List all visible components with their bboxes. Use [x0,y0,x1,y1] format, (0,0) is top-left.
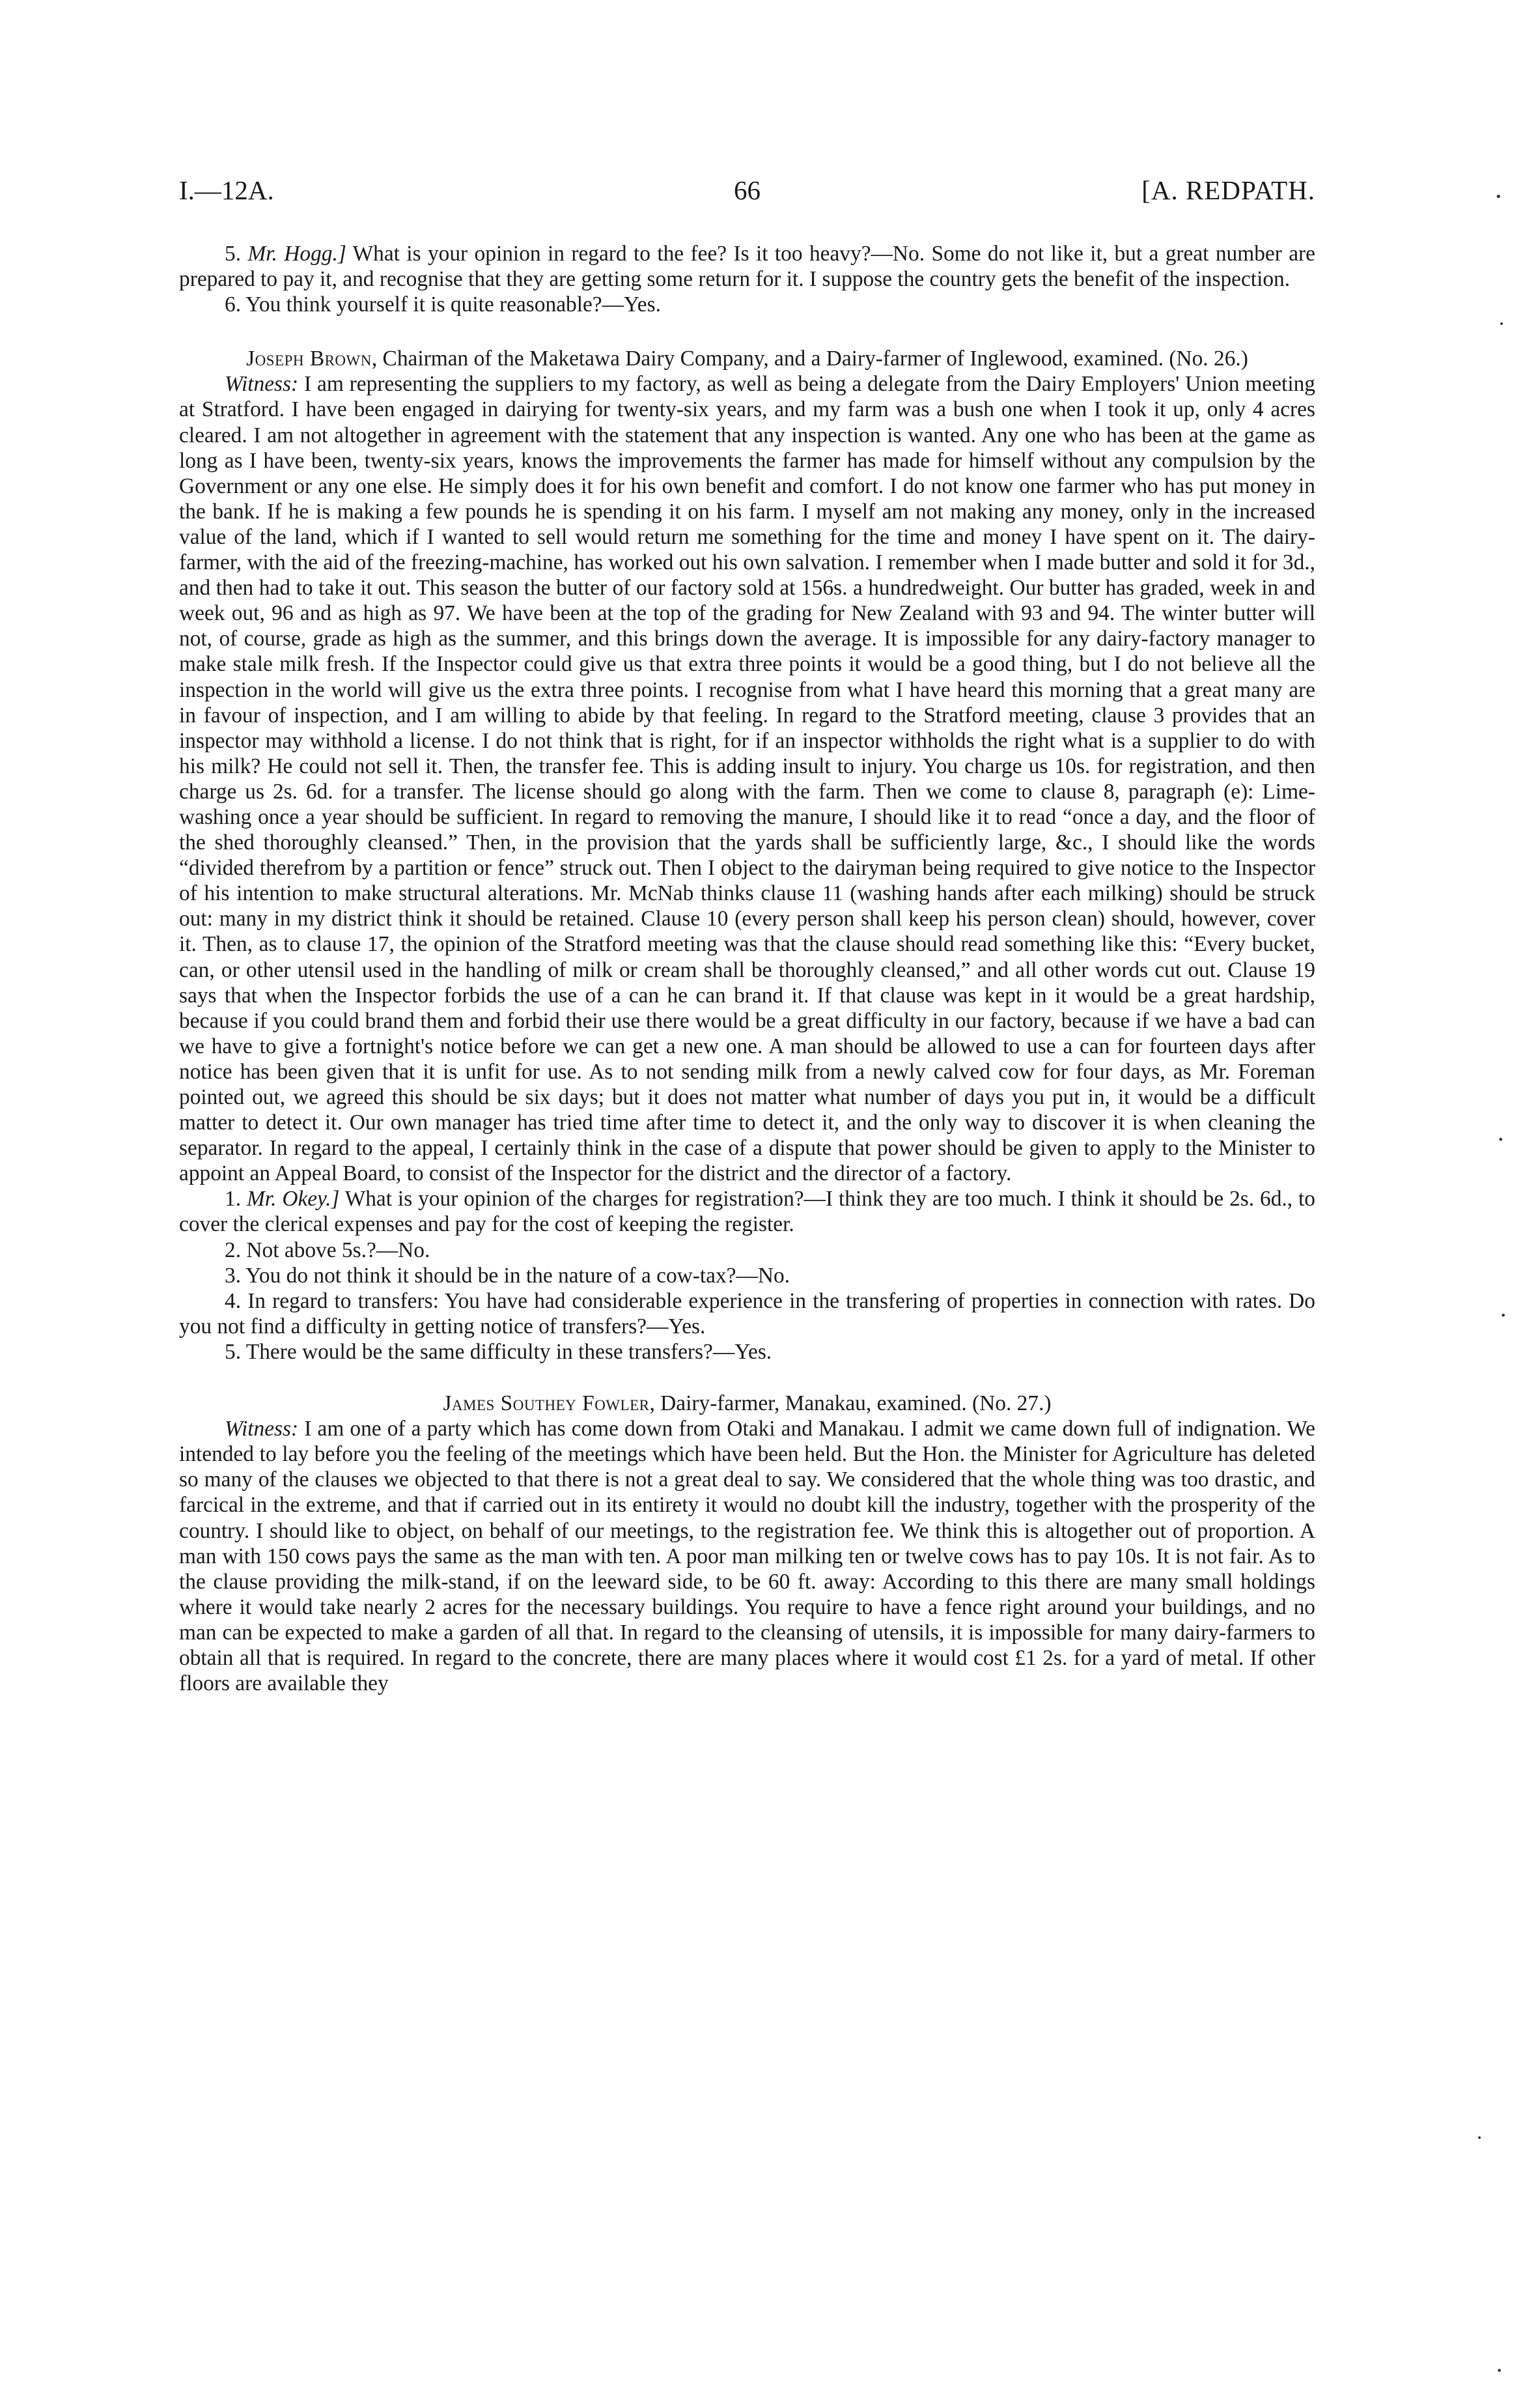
witness-name: Joseph Brown [246,347,372,371]
paper-reference: I.—12A. [179,175,274,205]
witness-running-head: [A. REDPATH. [1141,175,1315,205]
witness-label: Witness: [225,1417,299,1441]
witness-statement: Witness: I am one of a party which has come down from Otaki and Manakau. I admit we came down full of indignation. We intended to lay before you the feeling of the meetings which have been held. But the Hon. the Minister for Agriculture has deleted so many of the clauses we objected to that there is not a great deal to say. We considered that the whole thing was too drastic, and farcical in the extreme, and that if carried out in its entirety it would no doubt kill the industry, together with the prosperity of the country. I should like to object, on behalf of our meetings, to the registration fee. We think this is altogether out of proportion. A man with 150 cows pays the same as the man with ten. A poor man milking ten or twelve cows has to pay 10s. It is not fair. As to the clause providing the milk-stand, if on the leeward side, to be 60 ft. away: According to this there are many small holdings where it would take nearly 2 acres for the necessary buildings. You require to have a fence right around your buildings, and no man can be expected to make a garden of all that. In regard to the cleansing of utensils, it is impossible for many dairy-farmers to obtain all that is required. In regard to the concrete, there are many places where it would cost £1 2s. for a yard of metal. If other floors are available they [179,1417,1316,1696]
margin-mark: • [1495,190,1502,204]
margin-mark: • [1477,2133,1483,2144]
witness-label: Witness: [225,372,299,397]
witness-heading: James Southey Fowler, Dairy-farmer, Manakau, examined. (No. 27.) [443,1391,1052,1416]
questioner: Mr. Hogg.] [247,242,346,266]
page-header [179,175,1315,214]
question-answer: 4. In regard to transfers: You have had considerable experience in the transfering of properties in connection with rates. Do you not find a difficulty in getting notice of transfers?—Yes. [179,1288,1315,1339]
margin-mark: • [1500,1309,1507,1322]
page-number: 66 [734,175,761,205]
question-answer: 5. There would be the same difficulty in these transfers?—Yes. [225,1339,772,1364]
witness-name: James Southey Fowler [443,1391,650,1416]
question-answer: 3. You do not think it should be in the nature of a cow-tax?—No. [225,1263,790,1288]
question-answer: 5. Mr. Hogg.] What is your opinion in regard to the fee? Is it too heavy?—No. Some do not like it, but a great number are prepared to pay it, and recognise that they are getting some return for it. I suppose the country gets the benefit of the inspection. [179,242,1315,292]
witness-statement: Witness: I am representing the suppliers to my factory, as well as being a delegate from the Dairy Employers' Union meeting at Stratford. I have been engaged in dairying for twenty-six years, and my farm was a bush one when I took it up, only 4 acres cleared. I am not altogether in agreement with the statement that any inspection is wanted. Any one who has been at the game as long as I have been, twenty-six years, knows the improvements the farmer has made for himself without any compulsion by the Government or any one else. He simply does it for his own benefit and comfort. I do not know one farmer who has put money in the bank. If he is making a few pounds he is spending it on his farm. I myself am not making any money, only in the increased value of the land, which if I wanted to sell would return me something for the time and money I have spent on it. The dairy-farmer, with the aid of the freezing-machine, has worked out his own salvation. I remember when I made butter and sold it for 3d., and then had to take it out. This season the butter of our factory sold at 156s. a hundredweight. Our butter has graded, week in and week out, 96 and as high as 97. We have been at the top of the grading for New Zealand with 93 and 94. The winter butter will not, of course, grade as high as the summer, and this brings down the average. It is impossible for any dairy-factory manager to make stale milk fresh. If the Inspector could give us that extra three points it would be a good thing, but I do not believe all the inspection in the world will give us the extra three points. I recognise from what I have heard this morning that a great many are in favour of inspection, and I am willing to abide by that feeling. In regard to the Stratford meeting, clause 3 provides that an inspector may withhold a license. I do not think that is right, for if an inspector withholds the right what is a supplier to do with his milk? He could not sell it. Then, the transfer fee. This is adding insult to injury. You charge us 10s. for registration, and then charge us 2s. 6d. for a transfer. The license should go along with the farm. Then we come to clause 8, paragraph (e): Lime-washing once a year should be sufficient. In regard to removing the manure, I should like it to read “once a day, and the floor of the shed thoroughly cleansed.” Then, in the provision that the yards shall be sufficiently large, &c., I should like the words “divided therefrom by a partition or fence” struck out. Then I object to the dairyman being required to give notice to the Inspector of his intention to make structural alterations. Mr. McNab thinks clause 11 (washing hands after each milking) should be struck out: many in my district think it should be retained. Clause 10 (every person shall keep his person clean) should, however, cover it. Then, as to clause 17, the opinion of the Stratford meeting was that the clause should read something like this: “Every bucket, can, or other utensil used in the handling of milk or cream shall be thoroughly cleansed,” and all other words cut out. Clause 19 says that when the Inspector forbids the use of a can he can brand it. If that clause was kept in it would be a great hardship, because if you could brand them and forbid their use there would be a great difficulty in our factory, because if we have a bad can we have to give a fortnight's notice before we can get a new one. A man should be allowed to use a can for fourteen days after notice has been given that it is unfit for use. As to not sending milk from a newly calved cow for four days, as Mr. Foreman pointed out, we agreed this should be six days; but it does not matter what number of days you put in, it would be a difficult matter to detect it. Our own manager has tried time after time to detect it, and the only way to discover it is when cleaning the separator. In regard to the appeal, I certainly think in the case of a dispute that power should be given to apply to the Minister to appoint an Appeal Board, to consist of the Inspector for the district and the director of a factory. [179,372,1315,1186]
document-body [179,241,1315,1696]
question-answer: 6. You think yourself it is quite reasonable?—Yes. [225,292,661,317]
question-answer: 2. Not above 5s.?—No. [225,1238,430,1262]
margin-mark: • [1496,2364,1503,2377]
questioner: Mr. Okey.] [246,1187,340,1211]
margin-mark: • [1499,319,1505,330]
witness-heading: Joseph Brown, Chairman of the Maketawa Dairy Company, and a Dairy-farmer of Inglewood, examined. (No. 26.) [246,347,1248,371]
margin-mark: • [1498,1133,1504,1146]
question-answer: 1. Mr. Okey.] What is your opinion of the charges for registration?—I think they are too much. I think it should be 2s. 6d., to cover the clerical expenses and pay for the cost of keeping the register. [179,1187,1315,1237]
